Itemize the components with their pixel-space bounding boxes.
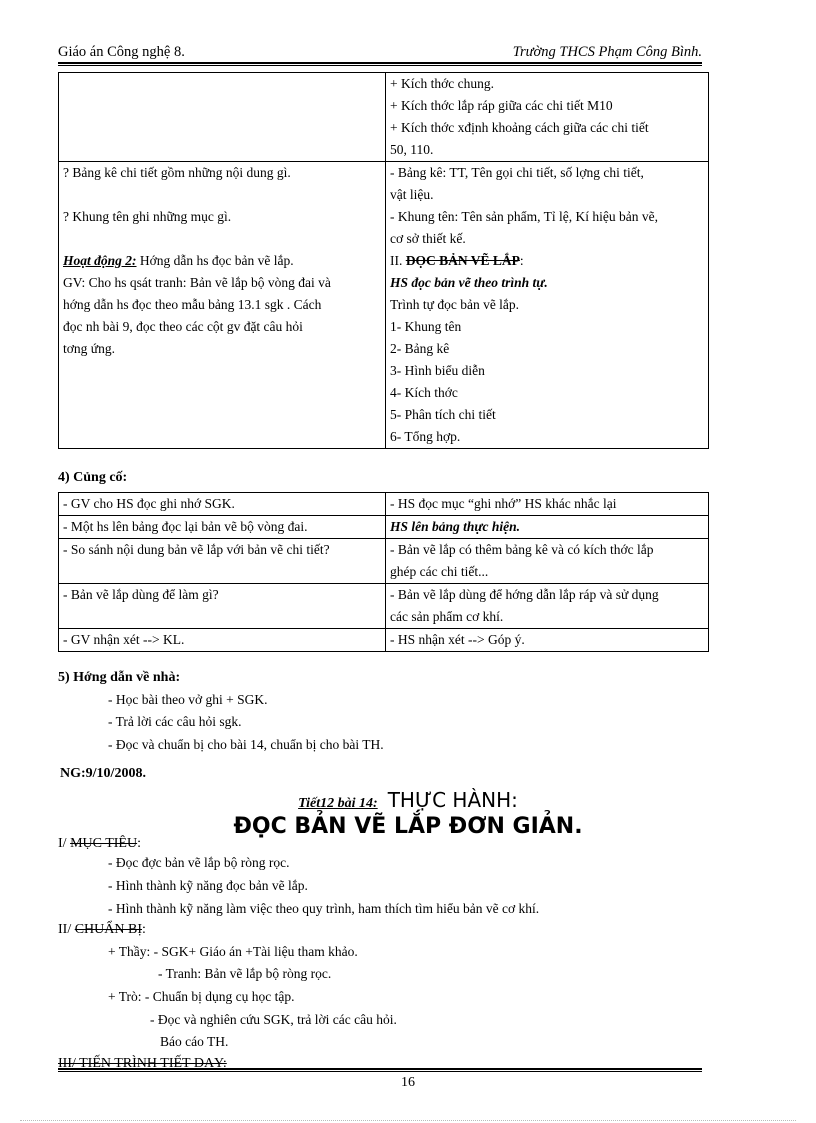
section-5-title: 5) Hớng dẫn về nhà: <box>58 670 181 685</box>
table-cell-left <box>59 73 386 162</box>
objective-item: - Hình thành kỹ năng làm việc theo quy trình, ham thích tìm hiểu bản vẽ cơ khí. <box>108 901 540 916</box>
header-left: Giáo án Công nghệ 8. <box>58 44 185 60</box>
preparation-heading: II/ CHUẨN BỊ: <box>58 922 146 937</box>
objectives-heading: I/ MỤC TIÊU: <box>58 836 141 851</box>
header-right: Trường THCS Phạm Công Bình. <box>512 44 702 60</box>
student-prep-2: - Đọc và nghiên cứu SGK, trả lời các câu hỏi. <box>150 1012 397 1027</box>
gv-instruction-line: GV: Cho hs qsát tranh: Bản vẽ lắp bộ vòng đai và <box>63 275 331 290</box>
reading-order-heading: HS đọc bản vẽ theo trình tự. <box>390 275 548 290</box>
table-row: - Bản vẽ lắp dùng để làm gì? - Bản vẽ lắp dùng để hớng dẫn lắp ráp và sử dụng các sản phẩm cơ khí. <box>59 584 709 629</box>
reading-step: 2- Bảng kê <box>390 341 450 356</box>
answer-parts-list: - Bảng kê: TT, Tên gọi chi tiết, số lợng chi tiết, <box>390 165 644 180</box>
size-general: + Kích thớc chung. <box>390 76 494 91</box>
table-cell-left <box>59 162 386 449</box>
question-parts-list: ? Bảng kê chi tiết gồm những nội dung gì. <box>63 165 291 180</box>
lesson-table <box>58 72 709 449</box>
reading-step: 1- Khung tên <box>390 319 462 334</box>
answer-parts-list-cont: vật liệu. <box>390 187 434 202</box>
activity-2-line <box>63 250 381 272</box>
lesson-title-practice: THỰC HÀNH: <box>387 788 518 812</box>
gv-instruction-line: tơng ứng. <box>63 341 115 356</box>
teaching-process-heading: III/ TIẾN TRÌNH TIẾT DẠY: <box>58 1056 227 1071</box>
lesson-label: Tiết12 bài 14: <box>298 796 378 811</box>
activity-2-text: Hớng dẫn hs đọc bản vẽ lắp. <box>136 253 294 268</box>
table-cell-right <box>386 162 709 449</box>
size-assembly: + Kích thớc lắp ráp giữa các chi tiết M10 <box>390 98 613 113</box>
page-edge <box>20 1120 796 1121</box>
preparation-title: CHUẨN BỊ <box>74 922 142 937</box>
reading-step: 3- Hình biểu diễn <box>390 363 485 378</box>
reading-step: 4- Kích thớc <box>390 385 458 400</box>
table-row: - Một hs lên bảng đọc lại bản vẽ bộ vòng đai. HS lên bảng thực hiện. <box>59 516 709 539</box>
lesson-title-main: ĐỌC BẢN VẼ LẮP ĐƠN GIẢN. <box>233 814 583 839</box>
objective-item: - Đọc đợc bản vẽ lắp bộ ròng rọc. <box>108 855 290 870</box>
header-rule <box>58 62 702 64</box>
table-row: - GV cho HS đọc ghi nhớ SGK. - HS đọc mục “ghi nhớ” HS khác nhắc lại <box>59 493 709 516</box>
footer-rule-thin <box>58 1071 702 1072</box>
section-ii-heading: II. ĐỌC BẢN VẼ LẮP: <box>390 253 524 268</box>
homework-item: - Đọc và chuẩn bị cho bài 14, chuẩn bị cho bài TH. <box>108 737 384 752</box>
objectives-title: MỤC TIÊU <box>70 836 138 851</box>
header-rule-thin <box>58 65 702 66</box>
table-row: - GV nhận xét --> KL. - HS nhận xét --> Góp ý. <box>59 629 709 652</box>
answer-title-block-cont: cơ sở thiết kế. <box>390 231 466 246</box>
student-prep-3: Báo cáo TH. <box>160 1034 229 1049</box>
teacher-prep: + Thầy: - SGK+ Giáo án +Tài liệu tham khảo. <box>108 944 358 959</box>
student-prep: + Trò: - Chuẩn bị dụng cụ học tập. <box>108 989 295 1004</box>
objective-item: - Hình thành kỹ năng đọc bản vẽ lắp. <box>108 878 308 893</box>
homework-item: - Học bài theo vở ghi + SGK. <box>108 692 268 707</box>
activity-2-label: Hoạt động 2: <box>63 253 137 268</box>
section-4-title: 4) Củng cố: <box>58 470 128 485</box>
table-row <box>59 73 709 162</box>
question-title-block: ? Khung tên ghi những mục gì. <box>63 209 232 224</box>
table-row <box>59 162 709 449</box>
teacher-prep-2: - Tranh: Bản vẽ lắp bộ ròng rọc. <box>158 966 332 981</box>
footer-rule <box>58 1068 702 1070</box>
ng-date: NG:9/10/2008. <box>60 766 146 781</box>
reading-step: Trình tự đọc bản vẽ lắp. <box>390 297 520 312</box>
gv-instruction-line: đọc nh bài 9, đọc theo các cột gv đặt câu hỏi <box>63 319 303 334</box>
page-header <box>58 40 702 62</box>
table-row: - So sánh nội dung bản vẽ lắp với bản vẽ chi tiết? - Bản vẽ lắp có thêm bảng kê và có kích thớc lắp ghép các chi tiết... <box>59 539 709 584</box>
lesson-title-line <box>0 788 816 812</box>
consolidation-table <box>58 492 709 652</box>
table-cell-right <box>386 73 709 162</box>
reading-step: 5- Phân tích chi tiết <box>390 407 496 422</box>
answer-title-block: - Khung tên: Tên sản phẩm, Tỉ lệ, Kí hiệu bản vẽ, <box>390 209 658 224</box>
page-number: 16 <box>401 1075 415 1090</box>
reading-step: 6- Tổng hợp. <box>390 429 461 444</box>
size-values: 50, 110. <box>390 142 434 157</box>
section-ii-title: ĐỌC BẢN VẼ LẮP <box>405 253 520 268</box>
size-distance: + Kích thớc xđịnh khoảng cách giữa các chi tiết <box>390 120 649 135</box>
homework-item: - Trả lời các câu hỏi sgk. <box>108 714 242 729</box>
gv-instruction-line: hớng dẫn hs đọc theo mẫu bảng 13.1 sgk . Cách <box>63 297 322 312</box>
